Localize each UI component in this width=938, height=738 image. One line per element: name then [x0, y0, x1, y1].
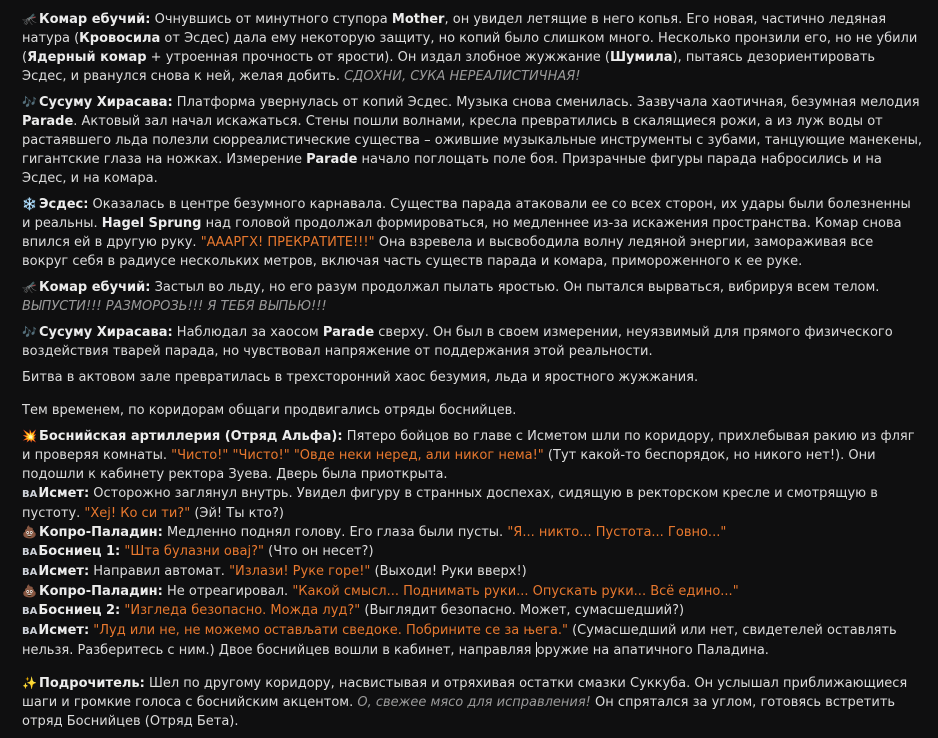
narration-battle: Битва в актовом зале превратилась в трехсторонний хаос безумия, льда и яростного жужжания.: [22, 370, 699, 385]
speaker-name: Сусуму Хирасава:: [38, 325, 173, 340]
message-podrochitel: ✨ Подрочитель: Шел по другому коридору, насвистывая и отряхивая остатки смазки Суккуба. Он услышал приближающиеся шаги и громкие голоса с боснийским акцентом. О, свежее мясо для исправления! Он спрятался за углом, готовясь встретить отряд Боснийцев (Отряд Бета).: [22, 676, 908, 729]
speaker-name: Боснийская артиллерия (Отряд Альфа):: [38, 429, 343, 444]
speaker-name: Комар ебучий:: [38, 12, 151, 27]
bosnia-flag-icon: BA: [22, 567, 38, 578]
message-komar-2: 🦟 Комар ебучий: Застыл во льду, но его разум продолжал пылать яростью. Он пытался вырваться, вибрируя всем телом. ВЫПУСТИ!!! РАЗМОРОЗЬ!!! Я ТЕБЯ ВЫПЬЮ!!!: [22, 280, 880, 314]
message-esdes: ❄️ Эсдес: Оказалась в центре безумного карнавала. Существа парада атаковали ее со всех сторон, их удары были болезненны и реальны. Hagel Sprung над головой продолжал формироваться, но медленнее из-за искажения пространства. Комар снова впился ей в другую руку. "АААРГХ! ПРЕКРАТИТЕ!!!" Она взревела и высвободила волну ледяной энергии, замораживая все вокруг себя в радиусе нескольких метров, включая часть существ парада и комара, примороженного к ее руке.: [22, 197, 911, 269]
speaker-name: Исмет:: [38, 486, 90, 501]
speaker-name: Копро-Паладин:: [38, 525, 163, 540]
speaker-name: Эсдес:: [38, 197, 89, 212]
music-notes-icon: 🎶: [22, 325, 37, 339]
line-ismet-3: BAИсмет: "Луд или не, не можемо остављати сведоке. Побрините се за њега." (Сумасшедший или нет, свидетелей оставлять нельзя. Разберитесь с ним.) Двое боснийцев вошли в кабинет, направляя оружие на апатичного Паладина.: [22, 623, 897, 658]
bosnia-flag-icon: BA: [22, 547, 38, 558]
line-paladin-1: 💩 Копро-Паладин: Медленно поднял голову. Его глаза были пусты. "Я... никто... Пустота... Говно...": [22, 525, 727, 540]
message-komar-1: 🦟 Комар ебучий: Очнувшись от минутного ступора Mother, он увидел летящие в него копья. Его новая, частично ледяная натура (Кровосила от Эсдес) дала ему некоторую защиту, но копий было слишком много. Несколько пронзили его, но не убили (Ядерный комар + утроенная прочность от ярости). Он издал злобное жужжание (Шумила), пытаясь дезориентировать Эсдес, и рванулся снова к ней, желая добить. СДОХНИ, СУКА НЕРЕАЛИСТИЧНАЯ!: [22, 12, 918, 84]
bosnia-flag-icon: BA: [22, 626, 38, 637]
chat-feed: [22, 10, 922, 738]
speaker-name: Босниец 2:: [38, 603, 121, 618]
sparkles-icon: ✨: [22, 676, 37, 690]
speaker-name: Подрочитель:: [38, 676, 145, 691]
line-ismet-2: BAИсмет: Направил автомат. "Излази! Руке горе!" (Выходи! Руки вверх!): [22, 564, 527, 579]
poop-icon: 💩: [22, 525, 37, 539]
speaker-name: Босниец 1:: [38, 544, 121, 559]
line-bosniak-2: BAБосниец 2: "Изгледа безопасно. Можда луд?" (Выглядит безопасно. Может, сумасшедший?): [22, 603, 685, 618]
speaker-name: Исмет:: [38, 564, 90, 579]
narration-corridors: Тем временем, по коридорам общаги продвигались отряды боснийцев.: [22, 403, 517, 418]
line-ismet-1: BAИсмет: Осторожно заглянул внутрь. Увидел фигуру в странных доспехах, сидящую в ректорском кресле и смотрящую в пустоту. "Хеј! Ко си ти?" (Эй! Ты кто?): [22, 486, 878, 521]
message-susumu-2: 🎶 Сусуму Хирасава: Наблюдал за хаосом Parade сверху. Он был в своем измерении, неуязвимый для прямого физического воздействия тварей парада, но чувствовал напряжение от поддержания этой реальности.: [22, 325, 893, 359]
line-bosniak-1: BAБосниец 1: "Шта булазни овај?" (Что он несет?): [22, 544, 374, 559]
speaker-name: Комар ебучий:: [38, 280, 151, 295]
music-notes-icon: 🎶: [22, 95, 37, 109]
line-paladin-2: 💩 Копро-Паладин: Не отреагировал. "Какой смысл... Поднимать руки... Опускать руки... Всё едино...": [22, 584, 739, 599]
speaker-name: Сусуму Хирасава:: [38, 95, 173, 110]
message-susumu-1: 🎶 Сусуму Хирасава: Платформа увернулась от копий Эсдес. Музыка снова сменилась. Зазвучала хаотичная, безумная мелодия Parade. Актовый зал начал искажаться. Стены пошли волнами, кресла превратились в скалящиеся рожи, а из луж воды от растаявшего льда полезли сюрреалистические существа – ожившие музыкальные инструменты с зубами, танцующие манекены, гигантские глаза на ножках. Измерение Parade начало поглощать поле боя. Призрачные фигуры парада набросились и на Эсдес, и на комара.: [22, 95, 923, 186]
speaker-name: Копро-Паладин:: [38, 584, 163, 599]
mosquito-icon: 🦟: [22, 280, 37, 294]
explosion-icon: 💥: [22, 429, 37, 443]
bosnia-flag-icon: BA: [22, 489, 38, 500]
message-artillery: 💥 Боснийская артиллерия (Отряд Альфа): Пятеро бойцов во главе с Исметом шли по коридору, прихлебывая ракию из фляг и проверяя комнаты. "Чисто!" "Чисто!" "Овде неки неред, али никог нема!" (Тут какой-то беспорядок, но никого нет!). Они подошли к кабинету ректора Зуева. Дверь была приоткрыта.: [22, 429, 915, 482]
snowflake-icon: ❄️: [22, 197, 37, 211]
speaker-name: Исмет:: [38, 623, 90, 638]
poop-icon: 💩: [22, 584, 37, 598]
bosnia-flag-icon: BA: [22, 606, 38, 617]
mosquito-icon: 🦟: [22, 12, 37, 26]
